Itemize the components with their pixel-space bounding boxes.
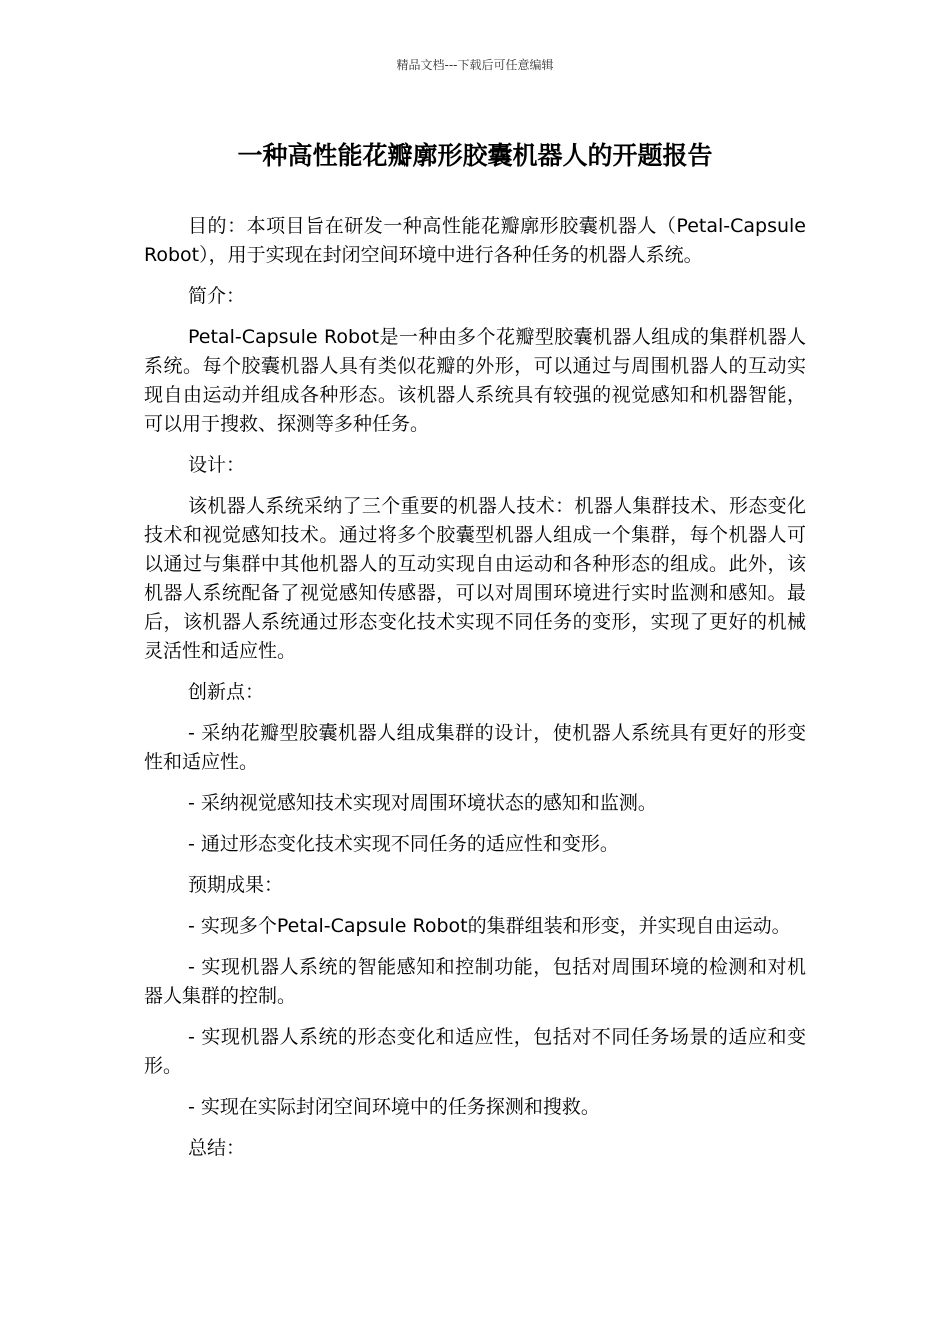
list-item-result-4: - 实现在实际封闭空间环境中的任务探测和搜救。	[188, 1096, 600, 1118]
heading-design: 设计：	[188, 454, 246, 476]
list-item-result-3: - 实现机器人系统的形态变化和适应性，包括对不同任务场景的适应和变形。	[144, 1026, 806, 1077]
list-item-result-1: - 实现多个Petal-Capsule Robot的集群组装和形变，并实现自由运动。	[188, 915, 791, 937]
paragraph-design: 该机器人系统采纳了三个重要的机器人技术：机器人集群技术、形态变化技术和视觉感知技术。通过将多个胶囊型机器人组成一个集群，每个机器人可以通过与集群中其他机器人的互动实现自由运动和各种形态的组成。此外，该机器人系统配备了视觉感知传感器，可以对周围环境进行实时监测和感知。最后，该机器人系统通过形态变化技术实现不同任务的变形，实现了更好的机械灵活性和适应性。	[144, 495, 806, 662]
document-title: 一种高性能花瓣廓形胶囊机器人的开题报告	[237, 141, 713, 170]
heading-innovation: 创新点：	[188, 681, 265, 703]
paragraph-intro: Petal-Capsule Robot是一种由多个花瓣型胶囊机器人组成的集群机器人系统。每个胶囊机器人具有类似花瓣的外形，可以通过与周围机器人的互动实现自由运动并组成各种形态。该机器人系统具有较强的视觉感知和机器智能，可以用于搜救、探测等多种任务。	[144, 326, 806, 435]
list-item-innovation-2: - 采纳视觉感知技术实现对周围环境状态的感知和监测。	[188, 792, 657, 814]
list-item-innovation-3: - 通过形态变化技术实现不同任务的适应性和变形。	[188, 833, 619, 855]
list-item-innovation-1: - 采纳花瓣型胶囊机器人组成集群的设计，使机器人系统具有更好的形变性和适应性。	[144, 722, 806, 773]
heading-summary: 总结：	[188, 1137, 246, 1159]
paragraph-purpose: 目的：本项目旨在研发一种高性能花瓣廓形胶囊机器人（Petal-Capsule Robot），用于实现在封闭空间环境中进行各种任务的机器人系统。	[144, 215, 806, 266]
heading-intro: 简介：	[188, 285, 246, 307]
heading-expected-results: 预期成果：	[188, 874, 284, 896]
document-body	[144, 212, 806, 1175]
list-item-result-2: - 实现机器人系统的智能感知和控制功能，包括对周围环境的检测和对机器人集群的控制。	[144, 956, 806, 1007]
header-note: 精品文档---下载后可任意编辑	[396, 58, 554, 72]
